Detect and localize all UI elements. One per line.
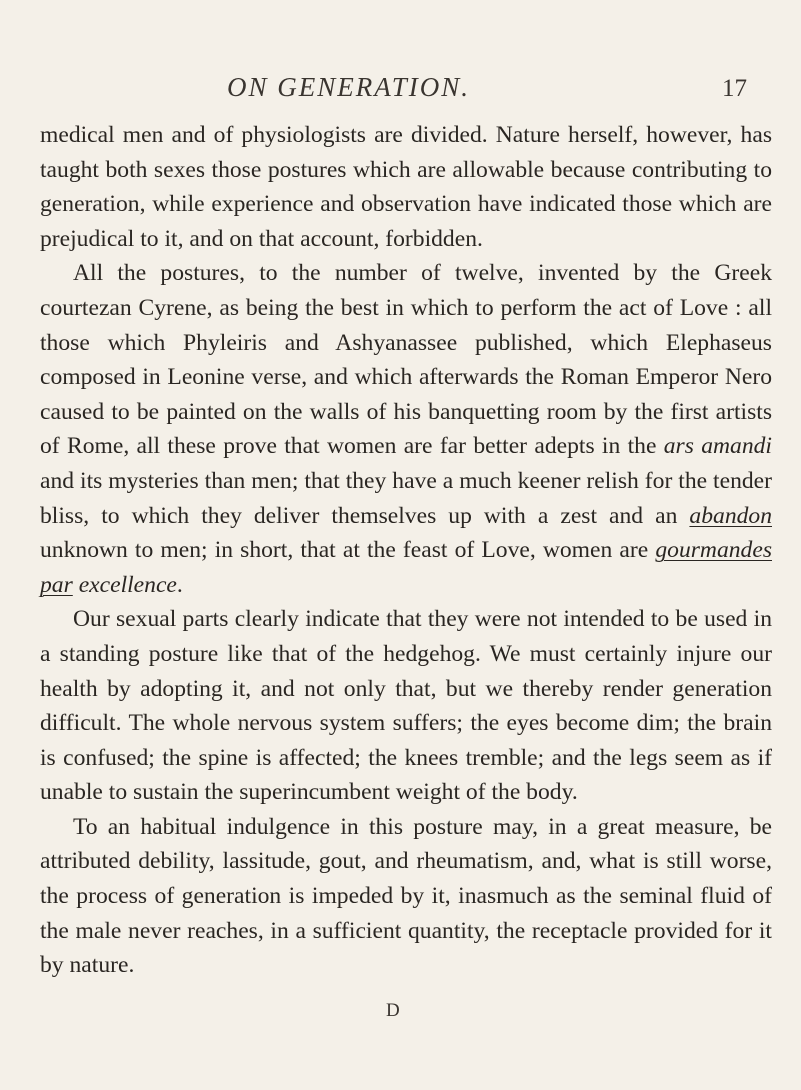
body-text (40, 118, 772, 983)
signature-mark: D (386, 1000, 400, 1021)
paragraph-text: All the postures, to the number of twelve, invented by the Greek courtezan Cyrene, as being the best in which to perform the act of Love : all those which Phyleiris and Ashyanassee published, which Elephaseus composed in Leonine verse, and which afterwards the Roman Emperor Nero caused to be painted on the walls of his banquetting room by the first artists of Rome, all these prove that women are far better adepts in the (40, 260, 772, 460)
paragraph-text: . (176, 571, 183, 598)
page-number: 17 (722, 75, 747, 102)
paragraph-1 (40, 118, 772, 256)
paragraph-2 (40, 256, 772, 602)
italic-term-ars-amandi: ars amandi (663, 433, 772, 460)
paragraph-text: and its mysteries than men; that they have a much keener relish for the tender bliss, to which they deliver themselves up with a zest and an (40, 467, 772, 529)
italic-term-abandon: abandon (689, 502, 772, 529)
italic-term-gourmandes-par: gourmandes par (40, 537, 772, 598)
paragraph-text: To an habitual indulgence in this posture may, in a great measure, be attributed debility, lassitude, gout, and rheumatism, and, what is still worse, the process of generation is impeded by it, inasmuch as the seminal fluid of the male never reaches, in a sufficient quantity, the receptacle provided for it by nature. (40, 813, 772, 979)
paragraph-text: medical men and of physiologists are divided. Nature herself, however, has taught both sexes those postures which are allowable because contributing to generation, while experience and observation have indicated those which are prejudical to it, and on that account, forbidden. (40, 122, 772, 252)
paragraph-text: Our sexual parts clearly indicate that they were not intended to be used in a standing posture like that of the hedgehog. We must certainly injure our health by adopting it, and not only that, but we thereby render generation difficult. The whole nervous system suffers; the eyes become dim; the brain is confused; the spine is affected; the knees tremble; and the legs seem as if unable to sustain the superincumbent weight of the body. (40, 606, 772, 806)
page-header (0, 72, 801, 112)
italic-term-excellence: excellence (78, 571, 177, 598)
paragraph-text: unknown to men; in short, that at the feast of Love, women are (40, 537, 656, 564)
paragraph-4 (40, 810, 772, 983)
paragraph-3 (40, 602, 772, 810)
running-title: ON GENERATION. (227, 72, 470, 102)
